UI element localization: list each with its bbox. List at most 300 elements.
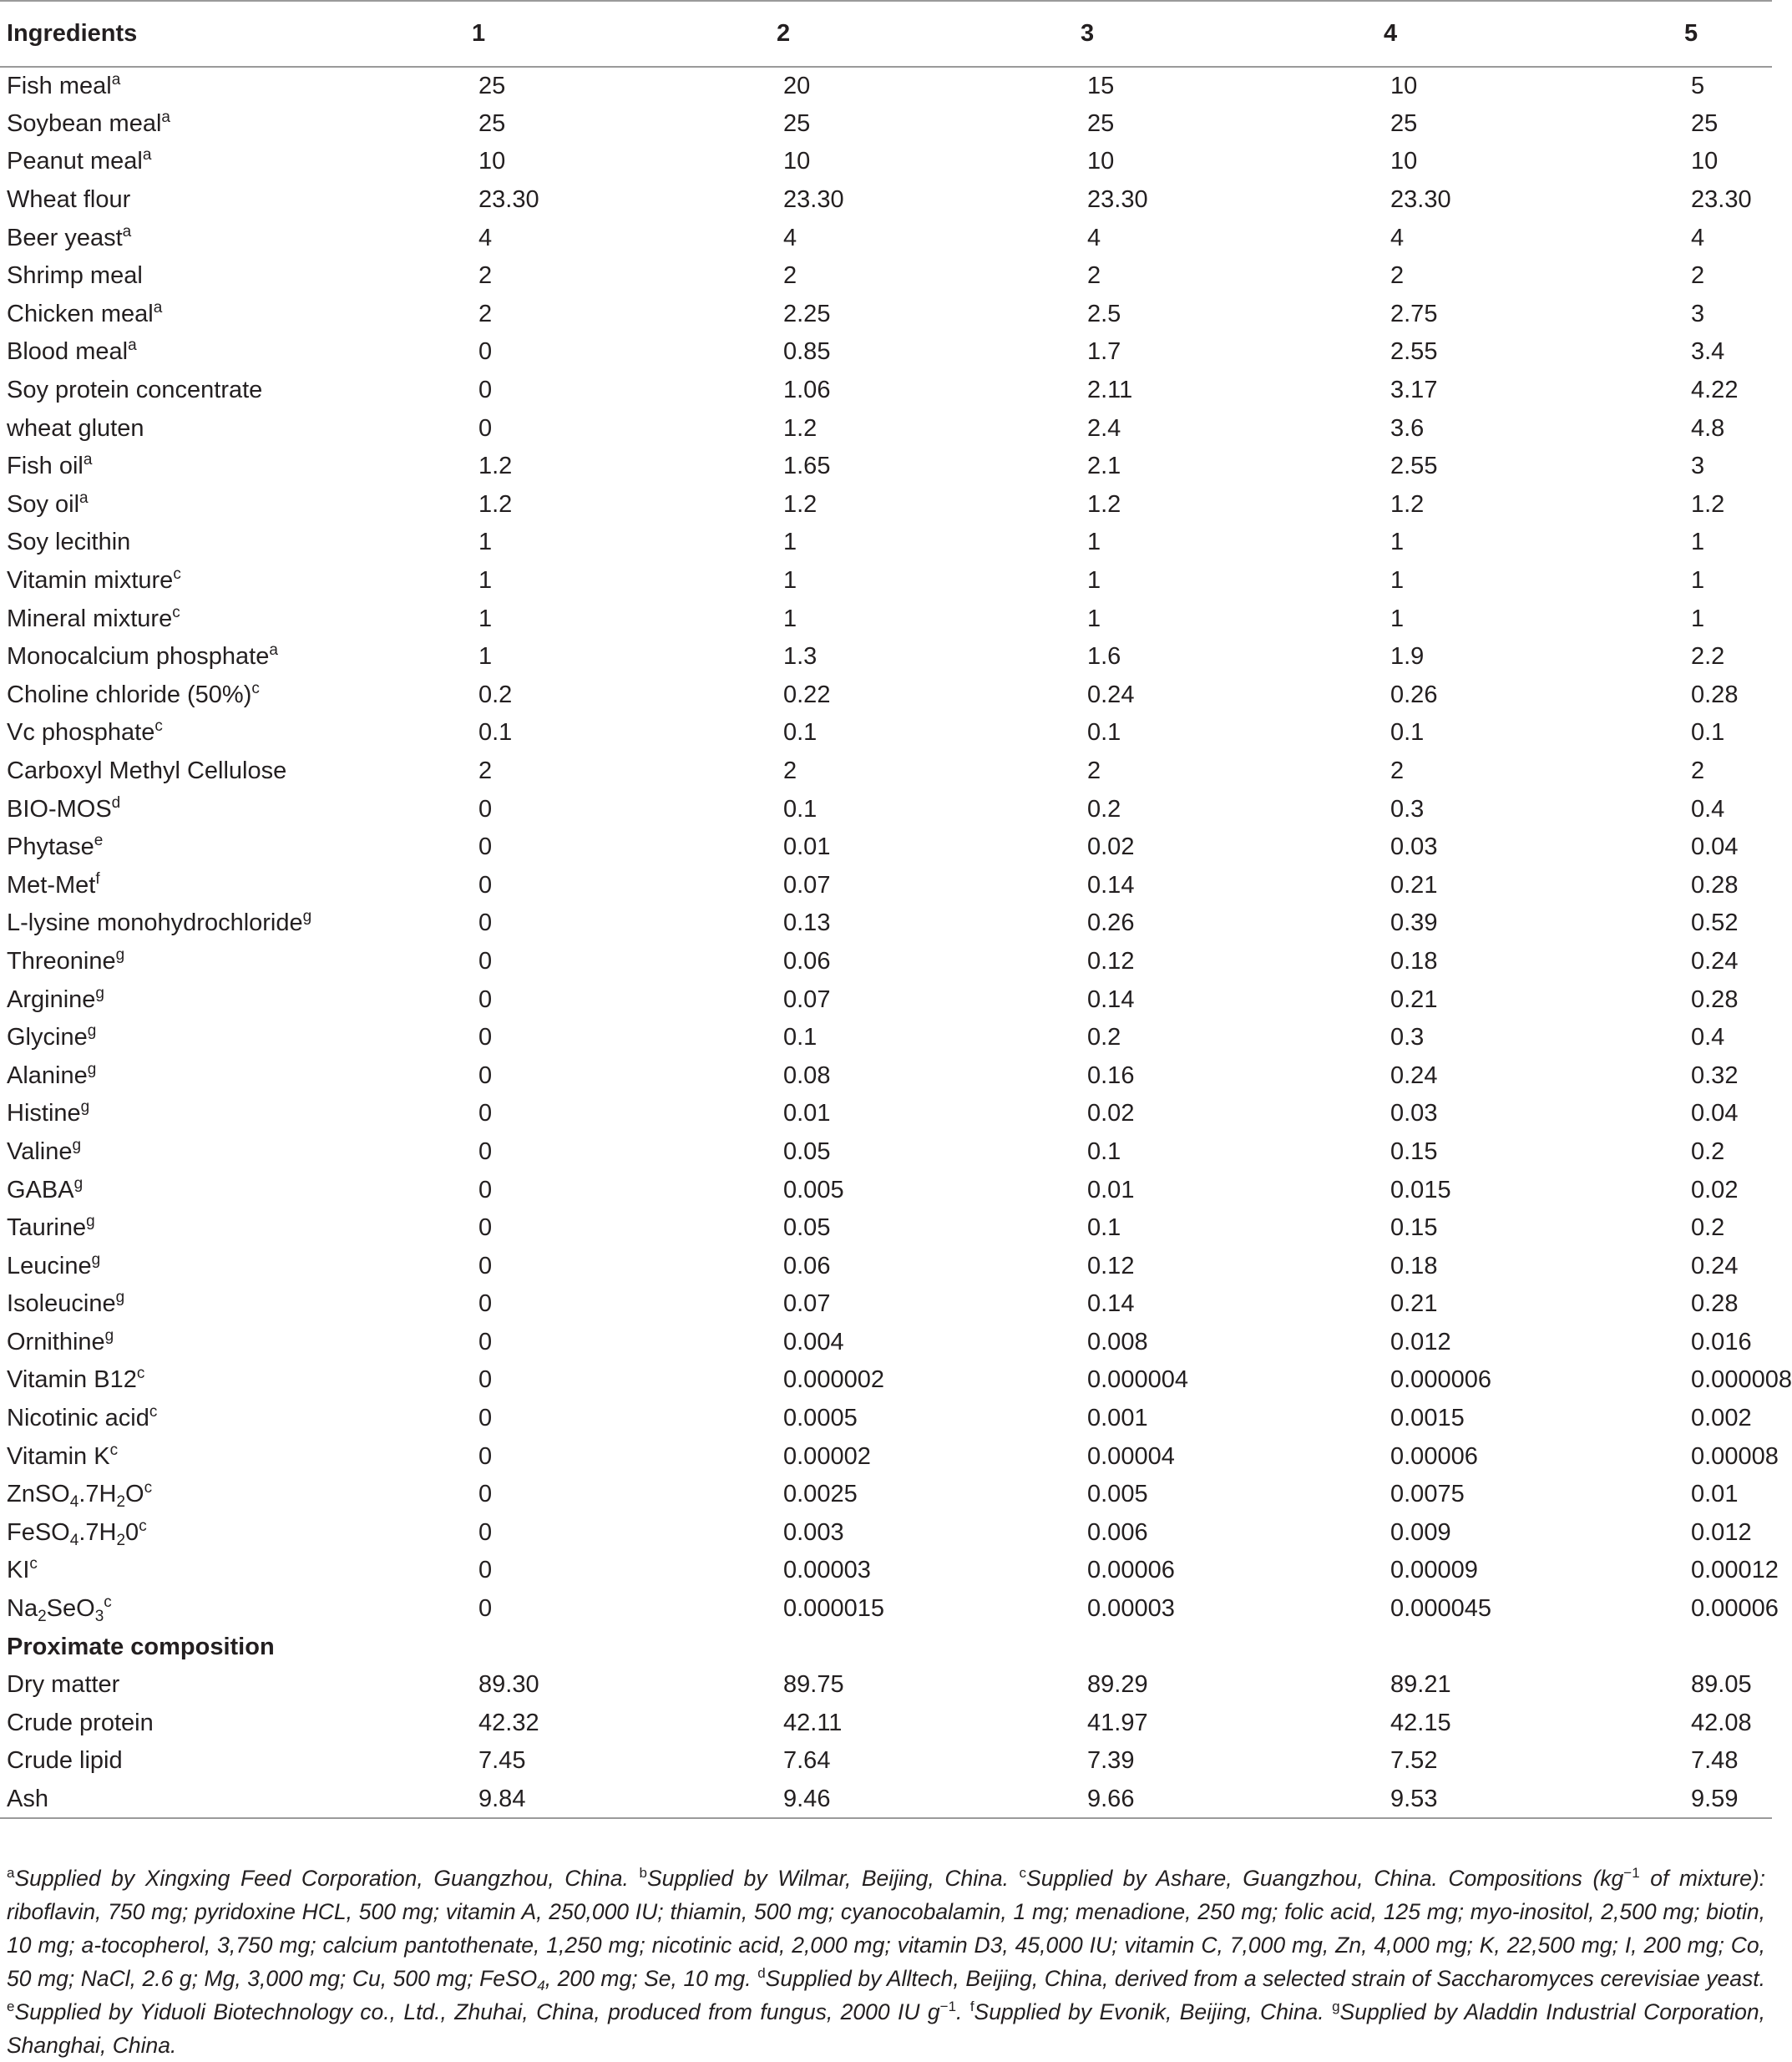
cell-value-diet-1: 25 [478,72,506,99]
cell-value-diet-3: 0.14 [1087,1290,1135,1318]
cell-value-diet-1: 0 [478,1024,493,1051]
table-row [0,904,1772,943]
ingredient-name [0,1247,472,1285]
footnote-marker: g [95,984,104,1002]
table-row [0,296,1772,334]
cell-value-diet-5: 3 [1691,453,1705,480]
table-row [0,219,1772,257]
cell-value-diet-1: 23.30 [478,186,539,214]
cell-value-diet-3: 2 [1087,757,1101,784]
footnote-marker: a [7,1864,15,1881]
table-row [0,1171,1772,1209]
table-row [0,1361,1772,1400]
ingredient-name [0,752,472,791]
cell-value-diet-1: 0 [478,1290,493,1318]
cell-value-diet-3: 0.005 [1087,1481,1148,1508]
header-row [0,1,1772,67]
text-run: of mixture): riboflavin, 750 mg; pyridoxine HCL, 500 mg; vitamin A, 250,000 IU; thiamin, 500 mg; cyanocobalamin, 1 mg; menadione, 250 mg; folic acid, 125 mg; myo-inositol, 2,500 mg; biotin, 10 mg; a-tocopherol, 3,750 mg; calcium pantothenate, 1,250 mg; nicotinic acid, 2,000 mg; vitamin D3, 45,000 IU; vitamin C, 7,000 mg, Zn, 4,000 mg; K, 22,500 mg; I, 200 mg; Co, 50 mg; NaCl, 2.6 g; Mg, 3,000 mg; Cu, 500 mg; FeSO [7,1865,1765,1991]
table-row [0,181,1772,220]
cell-value-diet-1: 9.84 [472,1781,777,1819]
cell-value-diet-5: 0.012 [1691,1518,1752,1546]
ingredient-label: Soy oil [7,490,80,518]
footnote-marker: a [161,108,170,126]
ingredient-name [0,1361,472,1400]
cell-value-diet-5: 0.52 [1691,909,1739,937]
ingredient-name [0,1095,472,1133]
ingredient-label: Carboxyl Methyl Cellulose [7,757,287,784]
cell-value-diet-1: 10 [478,148,506,175]
ingredient-label: Soy protein concentrate [7,377,263,404]
ingredient-label: Glycine [7,1024,88,1051]
text-run: Na [7,1595,38,1623]
cell-value-diet-4: 25 [1390,109,1418,137]
table-row [0,143,1772,181]
cell-value-diet-3: 0.1 [1087,1137,1121,1165]
cell-value-diet-4: 0.00009 [1390,1557,1478,1584]
cell-value-diet-2: 0.1 [783,1024,818,1051]
cell-value-diet-3: 0.02 [1087,1100,1135,1127]
text-run: Supplied by Aladdin Industrial Corporation, Shanghai, China. [7,1999,1766,2058]
cell-value-diet-2: 89.75 [783,1671,844,1699]
table-row [0,1400,1772,1438]
ingredient-label: Histine [7,1100,81,1127]
table-row [0,714,1772,752]
table-row [0,980,1772,1019]
table-row [0,1095,1772,1133]
ingredient-label: Wheat flour [7,186,131,214]
cell-value-diet-5: 1 [1691,529,1705,556]
footnote-marker: −1 [939,1998,957,2014]
footnote-marker: c [154,717,163,736]
ingredient-name [0,866,472,904]
cell-value-diet-2: 0.01 [783,1100,831,1127]
ingredient-label: Ornithine [7,1328,105,1355]
cell-value-diet-4: 0.009 [1390,1518,1451,1546]
cell-value-diet-3: 2 [1087,262,1101,290]
cell-value-diet-3: 0.2 [1087,795,1121,823]
header-diet-1: 1 [472,1,777,67]
ingredient-label: Peanut meal [7,148,143,175]
text-run: Supplied by Xingxing Feed Corporation, Guangzhou, China. [14,1865,640,1891]
ingredient-name [0,524,472,562]
cell-value-diet-5: 0.4 [1691,1024,1725,1051]
cell-value-diet-1: 25 [478,109,506,137]
cell-value-diet-1: 1 [478,529,493,556]
text-run: O [125,1481,144,1508]
table-row [0,372,1772,410]
footnote-marker: e [7,1998,15,2014]
ingredient-label: Vc phosphate [7,719,155,747]
header-diet-5: 5 [1684,1,1772,67]
cell-value-diet-2: 0.00003 [783,1557,871,1584]
cell-value-diet-2: 0.22 [783,681,831,708]
ingredient-label: wheat gluten [7,414,144,442]
cell-value-diet-1: 7.45 [478,1747,526,1775]
cell-value-diet-2: 0.01 [783,833,831,861]
footnote-marker: c [29,1555,38,1573]
cell-value-diet-2: 0.000015 [783,1595,884,1623]
header-diet-2: 2 [777,1,1081,67]
ingredient-label: Choline chloride (50%) [7,681,252,708]
cell-value-diet-4: 10 [1390,72,1418,99]
cell-value-diet-2: 0.07 [783,1290,831,1318]
cell-value-diet-5: 0.28 [1691,681,1739,708]
cell-value-diet-1: 2 [478,300,493,327]
ingredient-name [0,600,472,638]
cell-value-diet-2: 1.65 [783,453,831,480]
ingredient-label: Vitamin mixture [7,567,174,595]
cell-value-diet-1: 0 [478,1061,493,1089]
cell-value-diet-5: 0.24 [1691,947,1739,975]
ingredient-name [0,448,472,486]
cell-value-diet-4: 7.52 [1390,1747,1438,1775]
cell-value-diet-4: 1 [1390,605,1405,632]
ingredient-label: Blood meal [7,338,129,366]
cell-value-diet-5: 7.48 [1691,1747,1739,1775]
cell-value-diet-1: 1 [478,605,493,632]
cell-value-diet-5: 9.59 [1684,1781,1772,1819]
ingredient-name [0,1171,472,1209]
cell-value-diet-1: 0 [478,1518,493,1546]
cell-value-diet-5: 0.00006 [1691,1595,1779,1623]
table-row [0,790,1772,828]
text-run: ZnSO [7,1481,70,1508]
cell-value-diet-1: 0 [478,1252,493,1279]
cell-value-diet-4: 4 [1390,224,1405,251]
ingredient-name [0,1666,472,1705]
cell-value-diet-1: 1 [478,643,493,671]
footnote-marker: g [80,1098,90,1117]
cell-value-diet-2: 0.0025 [783,1481,858,1508]
cell-value-diet-2: 9.46 [777,1781,1081,1819]
cell-value-diet-1: 0 [478,1328,493,1355]
text-run: .7H [78,1518,117,1546]
cell-value-diet-5: 89.05 [1691,1671,1752,1699]
header-diet-4: 4 [1384,1,1684,67]
cell-value-diet-1: 0 [478,1557,493,1584]
ingredient-name [0,1705,472,1743]
ingredient-label: Phytase [7,833,94,861]
text-run: Supplied by Evonik, Beijing, China. [974,1999,1333,2024]
subscript: 3 [94,1608,104,1626]
cell-value-diet-2: 0.07 [783,985,831,1013]
cell-value-diet-4: 1.2 [1390,490,1425,518]
cell-value-diet-2: 0.1 [783,795,818,823]
cell-value-diet-3: 25 [1087,109,1115,137]
cell-value-diet-2: 42.11 [783,1709,843,1736]
cell-value-diet-3: 89.29 [1087,1671,1148,1699]
ingredient-name [0,257,472,296]
ingredient-name [0,1437,472,1476]
section-spacer [1081,1628,1384,1666]
table-row [0,600,1772,638]
table-row [0,1437,1772,1476]
cell-value-diet-1: 0 [478,1481,493,1508]
ingredient-label: Ash [7,1785,48,1812]
cell-value-diet-1: 0 [478,1595,493,1623]
cell-value-diet-3: 9.66 [1081,1781,1384,1819]
ingredient-name [0,486,472,524]
cell-value-diet-5: 0.28 [1691,871,1739,899]
cell-value-diet-4: 2.55 [1390,338,1438,366]
cell-value-diet-5: 10 [1691,148,1719,175]
cell-value-diet-3: 0.16 [1087,1061,1135,1089]
cell-value-diet-5: 0.4 [1691,795,1725,823]
footnote-marker: g [115,1289,125,1307]
cell-value-diet-1: 0 [478,833,493,861]
footnote-marker: c [251,679,260,697]
footnote-marker: c [149,1403,158,1421]
cell-value-diet-3: 2.1 [1087,453,1121,480]
ingredient-label: Shrimp meal [7,262,143,290]
cell-value-diet-4: 0.015 [1390,1176,1451,1203]
cell-value-diet-4: 0.21 [1390,985,1438,1013]
text-run: , 200 mg; Se, 10 mg. [544,1965,758,1991]
cell-value-diet-3: 0.00003 [1087,1595,1175,1623]
cell-value-diet-3: 0.01 [1087,1176,1135,1203]
ingredient-label: Fish meal [7,72,112,99]
cell-value-diet-3: 0.000004 [1087,1366,1188,1394]
cell-value-diet-3: 0.008 [1087,1328,1148,1355]
cell-value-diet-3: 0.2 [1087,1024,1121,1051]
ingredient-name [0,105,472,144]
cell-value-diet-3: 2.11 [1087,377,1133,404]
ingredient-name [0,67,472,105]
cell-value-diet-1: 0 [478,909,493,937]
footnote-marker: g [87,1022,97,1041]
footnote-marker: g [73,1174,84,1193]
cell-value-diet-2: 7.64 [783,1747,831,1775]
cell-value-diet-1: 0 [478,871,493,899]
cell-value-diet-4: 1 [1390,529,1405,556]
ingredient-label: Dry matter [7,1671,120,1699]
cell-value-diet-4: 1.9 [1390,643,1425,671]
ingredient-label: Chicken meal [7,300,154,327]
ingredient-name [0,1285,472,1324]
cell-value-diet-4: 0.1 [1390,719,1425,747]
ingredient-name [0,562,472,600]
cell-value-diet-3: 0.12 [1087,947,1135,975]
ingredient-name [0,409,472,448]
cell-value-diet-5: 4 [1691,224,1705,251]
cell-value-diet-3: 10 [1087,148,1115,175]
footnote-marker: g [72,1136,82,1154]
subscript: 2 [116,1493,126,1512]
cell-value-diet-3: 0.1 [1087,1214,1121,1242]
text-run: 0 [125,1518,139,1546]
footnote-marker: f [95,869,100,888]
cell-value-diet-5: 0.02 [1691,1176,1739,1203]
cell-value-diet-5: 0.28 [1691,985,1739,1013]
table-row [0,67,1772,105]
cell-value-diet-4: 2 [1390,757,1405,784]
cell-value-diet-4: 1 [1390,567,1405,595]
cell-value-diet-4: 0.3 [1390,1024,1425,1051]
cell-value-diet-3: 0.24 [1087,681,1135,708]
ingredient-label: Soy lecithin [7,529,131,556]
ingredient-name [0,333,472,372]
footnote-marker: a [128,337,137,355]
cell-value-diet-1: 2 [478,757,493,784]
cell-value-diet-2: 4 [783,224,797,251]
table-row [0,1705,1772,1743]
cell-value-diet-4: 0.000006 [1390,1366,1491,1394]
cell-value-diet-5: 2 [1691,757,1705,784]
ingredient-label: Monocalcium phosphate [7,643,270,671]
cell-value-diet-4: 0.0015 [1390,1405,1465,1432]
cell-value-diet-2: 0.05 [783,1137,831,1165]
cell-value-diet-1: 0 [478,795,493,823]
ingredient-label: L-lysine monohydrochloride [7,909,303,937]
ingredient-name [0,676,472,715]
subscript: 4 [69,1531,79,1549]
ingredient-name [0,1019,472,1057]
cell-value-diet-1: 0 [478,1405,493,1432]
text-run: .7H [78,1481,117,1508]
cell-value-diet-5: 5 [1691,72,1705,99]
cell-value-diet-4: 0.18 [1390,947,1438,975]
cell-value-diet-2: 0.06 [783,1252,831,1279]
ingredient-label: Vitamin B12 [7,1366,137,1394]
cell-value-diet-3: 0.14 [1087,871,1135,899]
ingredient-name [0,181,472,220]
cell-value-diet-4: 0.15 [1390,1137,1438,1165]
ingredient-label: Alanine [7,1061,88,1089]
text-run: . [956,1999,970,2024]
table-row [0,1590,1772,1629]
table-row [0,1209,1772,1248]
cell-value-diet-3: 1 [1087,529,1101,556]
cell-value-diet-5: 4.8 [1691,414,1725,442]
cell-value-diet-1: 1 [478,567,493,595]
table-row [0,1552,1772,1590]
table-row [0,676,1772,715]
cell-value-diet-2: 0.000002 [783,1366,884,1394]
cell-value-diet-1: 89.30 [478,1671,539,1699]
cell-value-diet-2: 1.2 [783,490,818,518]
ingredient-name [0,296,472,334]
ingredient-name [0,904,472,943]
cell-value-diet-1: 0 [478,1366,493,1394]
ingredient-name [0,980,472,1019]
cell-value-diet-3: 0.14 [1087,985,1135,1013]
cell-value-diet-2: 1 [783,529,797,556]
section-spacer [472,1628,777,1666]
ingredient-name [0,714,472,752]
cell-value-diet-2: 2 [783,757,797,784]
footnote-marker: a [153,298,163,317]
cell-value-diet-1: 0 [478,414,493,442]
footnote-marker: a [142,146,152,165]
footnote-marker: c [104,1593,112,1612]
ingredient-name [0,828,472,867]
cell-value-diet-5: 3.4 [1691,338,1725,366]
subscript: 2 [38,1608,47,1626]
table-row [0,1476,1772,1514]
cell-value-diet-4: 0.000045 [1390,1595,1491,1623]
cell-value-diet-1: 4 [478,224,493,251]
cell-value-diet-2: 0.003 [783,1518,844,1546]
footnote-marker: a [83,451,93,469]
footnote-marker: −1 [1623,1864,1640,1881]
cell-value-diet-5: 23.30 [1691,186,1752,214]
footnote-marker: g [1332,1998,1340,2014]
ingredient-label: KI [7,1557,30,1584]
ingredient-label: Fish oil [7,453,84,480]
cell-value-diet-4: 89.21 [1390,1671,1451,1699]
cell-value-diet-2: 1.3 [783,643,818,671]
text-run: FeSO [7,1518,70,1546]
ingredient-label: Valine [7,1137,73,1165]
cell-value-diet-4: 0.012 [1390,1328,1451,1355]
ingredient-name [0,1742,472,1781]
ingredient-label: Crude lipid [7,1747,123,1775]
cell-value-diet-4: 2 [1390,262,1405,290]
cell-value-diet-2: 1.06 [783,377,831,404]
cell-value-diet-4: 42.15 [1390,1709,1451,1736]
cell-value-diet-3: 0.1 [1087,719,1121,747]
ingredient-label: Beer yeast [7,224,123,251]
footnote-marker: c [173,565,181,584]
footnote-marker: g [115,945,125,964]
cell-value-diet-5: 0.24 [1691,1252,1739,1279]
table-row [0,1247,1772,1285]
cell-value-diet-1: 0 [478,1176,493,1203]
table-row [0,1742,1772,1781]
cell-value-diet-4: 0.24 [1390,1061,1438,1089]
cell-value-diet-1: 0 [478,1442,493,1470]
table-row [0,1056,1772,1095]
cell-value-diet-2: 23.30 [783,186,844,214]
cell-value-diet-3: 23.30 [1087,186,1148,214]
cell-value-diet-3: 2.5 [1087,300,1121,327]
cell-value-diet-3: 0.00004 [1087,1442,1175,1470]
cell-value-diet-3: 1.2 [1087,490,1121,518]
cell-value-diet-4: 0.0075 [1390,1481,1465,1508]
cell-value-diet-5: 0.002 [1691,1405,1752,1432]
cell-value-diet-1: 1.2 [478,490,513,518]
footnote-marker: c [172,603,180,621]
footnote-marker: b [639,1864,647,1881]
cell-value-diet-3: 0.26 [1087,909,1135,937]
cell-value-diet-5: 1 [1691,567,1705,595]
cell-value-diet-1: 0 [478,377,493,404]
cell-value-diet-5: 0.1 [1691,719,1725,747]
footnote-marker: g [87,1060,97,1078]
cell-value-diet-1: 0 [478,985,493,1013]
table-row [0,752,1772,791]
ingredient-name [0,1781,472,1819]
text-run: Supplied by Alltech, Beijing, China, derived from a selected strain of Saccharomyces cerevisiae yeast. [765,1965,1765,1991]
ingredient-name [0,1514,472,1553]
cell-value-diet-4: 0.03 [1390,833,1438,861]
cell-value-diet-5: 0.000008 [1691,1366,1792,1394]
table-row [0,1285,1772,1324]
table-row [0,257,1772,296]
cell-value-diet-2: 0.005 [783,1176,844,1203]
cell-value-diet-5: 0.2 [1691,1214,1725,1242]
cell-value-diet-4: 2.75 [1390,300,1438,327]
section-title: Proximate composition [7,1633,275,1660]
footnote-marker: a [122,222,132,241]
ingredient-label: Crude protein [7,1709,154,1736]
cell-value-diet-4: 0.15 [1390,1214,1438,1242]
ingredient-name [0,143,472,181]
cell-value-diet-4: 0.39 [1390,909,1438,937]
cell-value-diet-3: 15 [1087,72,1115,99]
ingredient-name [0,1590,472,1629]
ingredient-name [0,1324,472,1362]
